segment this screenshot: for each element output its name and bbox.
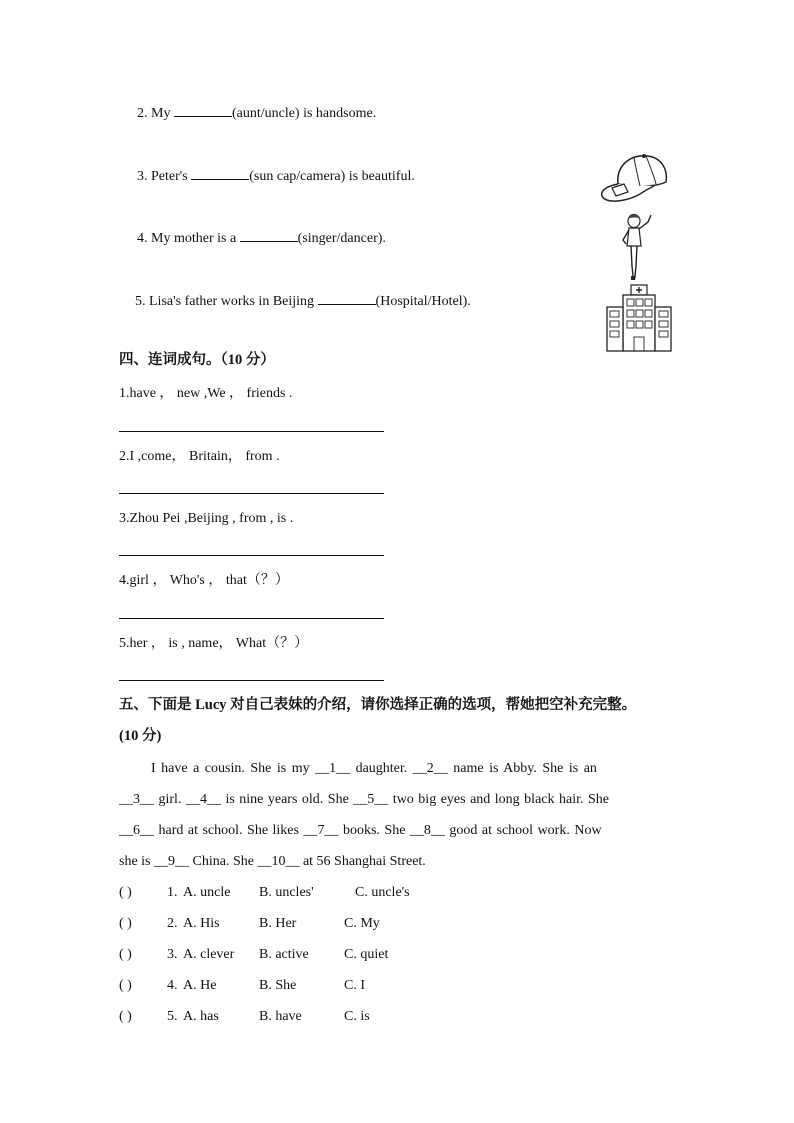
passage-line-3: __6__ hard at school. She likes __7__ books. She __8__ good at school work. Now [119,823,602,838]
answer-line-4[interactable] [119,618,384,619]
answer-blank[interactable] [191,167,249,180]
option-a: A. His [183,916,220,931]
answer-line-3[interactable] [119,555,384,556]
hospital-icon [605,283,673,353]
fill-item-5: 5. Lisa's father works in Beijing (Hospital/Hotel). [135,294,471,309]
fill-item-3: 3. Peter's (sun cap/camera) is beautiful. [137,169,415,184]
answer-line-1[interactable] [119,431,384,432]
option-a: A. uncle [183,885,231,900]
answer-line-2[interactable] [119,493,384,494]
option-c: C. My [344,916,380,931]
option-b: B. uncles' [259,885,314,900]
dancer-icon [620,212,656,282]
option-b: B. She [259,978,297,993]
answer-blank[interactable] [240,229,298,242]
sentence-item-4: 4.girl ， Who's ， that（？） [119,573,289,588]
sentence-item-5: 5.her ， is , name， What（？） [119,636,309,651]
fill-item-4: 4. My mother is a (singer/dancer). [137,231,386,246]
answer-blank[interactable] [174,104,232,117]
sentence-item-1: 1.have ， new ,We ， friends . [119,386,293,401]
option-a: A. clever [183,947,235,962]
option-b: B. Her [259,916,297,931]
section-5-score: (10 分) [119,728,162,744]
answer-paren[interactable]: ( ) [119,916,132,931]
section-4-heading: 四、连词成句。（10 分） [119,352,275,368]
answer-paren[interactable]: ( ) [119,947,132,962]
answer-paren[interactable]: ( ) [119,885,132,900]
answer-line-5[interactable] [119,680,384,681]
option-b: B. active [259,947,309,962]
option-a: A. has [183,1009,219,1024]
option-b: B. have [259,1009,302,1024]
option-c: C. quiet [344,947,389,962]
passage-line-4: she is __9__ China. She __10__ at 56 Shanghai Street. [119,854,426,869]
sentence-item-3: 3.Zhou Pei ,Beijing , from , is . [119,511,294,526]
answer-paren[interactable]: ( ) [119,1009,132,1024]
passage-line-2: __3__ girl. __4__ is nine years old. She __5__ two big eyes and long black hair. She [119,792,609,807]
sun-cap-icon [598,150,670,206]
answer-paren[interactable]: ( ) [119,978,132,993]
option-c: C. I [344,978,365,993]
answer-blank[interactable] [318,292,376,305]
option-c: C. uncle's [355,885,410,900]
option-a: A. He [183,978,217,993]
section-5-heading: 五、下面是 Lucy 对自己表妹的介绍，请你选择正确的选项，帮她把空补充完整。 [119,697,637,713]
option-c: C. is [344,1009,370,1024]
sentence-item-2: 2.I ,come， Britain， from . [119,449,280,464]
passage-line-1: I have a cousin. She is my __1__ daughter. __2__ name is Abby. She is an [151,761,597,776]
fill-item-2: 2. My (aunt/uncle) is handsome. [137,106,377,121]
